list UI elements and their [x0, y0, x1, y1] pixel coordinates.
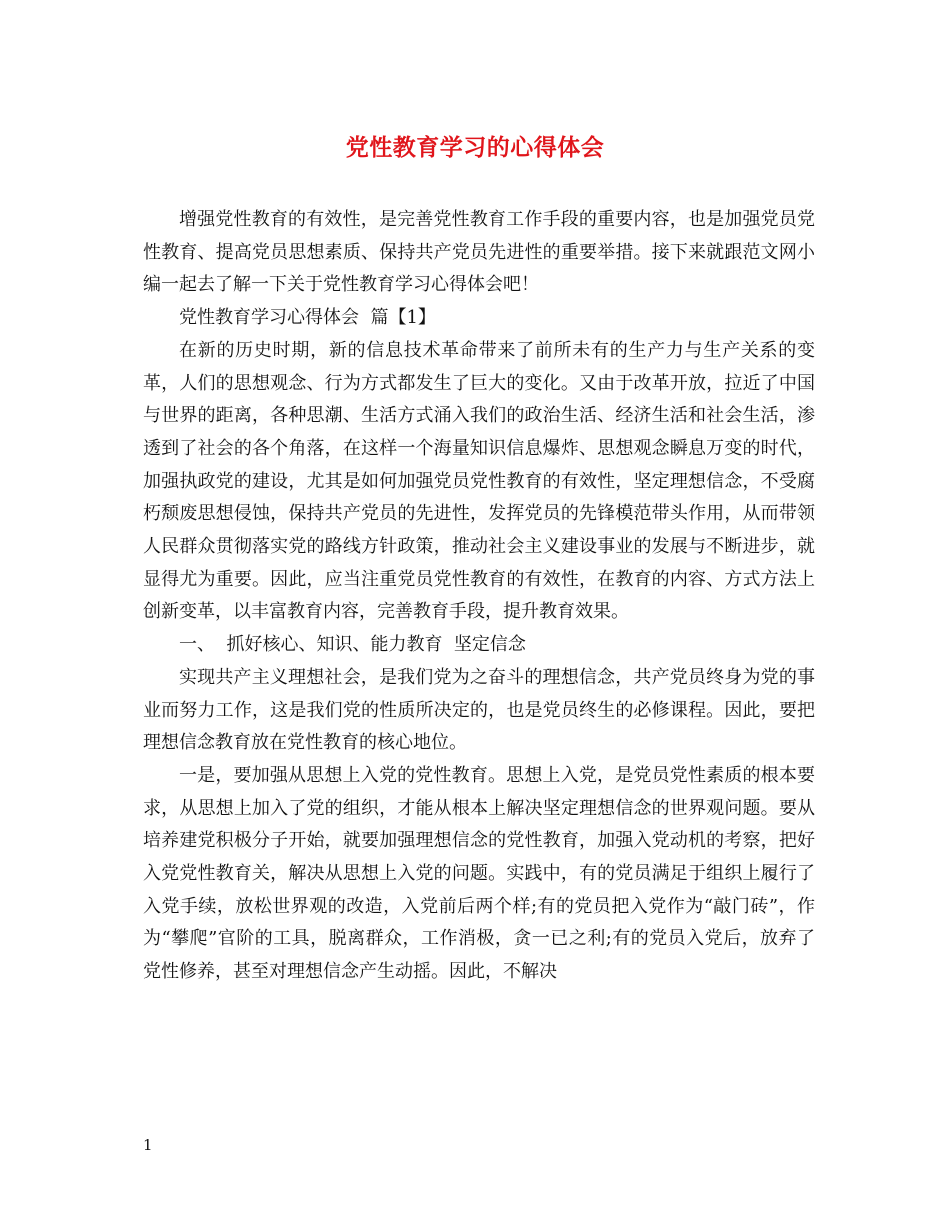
- document-title: 党性教育学习的心得体会: [345, 134, 605, 161]
- page-number: 1: [143, 1136, 153, 1154]
- subsection-heading-1: 一、 抓好核心、知识、能力教育 坚定信念: [179, 634, 526, 656]
- body-paragraph: 实现共产主义理想社会，是我们党为之奋斗的理想信念，共产党员终身为党的事业而努力工作，这是我们党的性质所决定的，也是党员终生的必修课程。因此，要把理想信念教育放在党性教育的核心地位。: [143, 666, 815, 754]
- body-paragraph: 在新的历史时期，新的信息技术革命带来了前所未有的生产力与生产关系的变革，人们的思想观念、行为方式都发生了巨大的变化。又由于改革开放，拉近了中国与世界的距离，各种思潮、生活方式涌入我们的政治生活、经济生活和社会生活，渗透到了社会的各个角落，在这样一个海量知识信息爆炸、思想观念瞬息万变的时代，加强执政党的建设，尤其是如何加强党员党性教育的有效性，坚定理想信念，不受腐朽颓废思想侵蚀，保持共产党员的先进性，发挥党员的先锋模范带头作用，从而带领人民群众贯彻落实党的路线方针政策，推动社会主义建设事业的发展与不断进步，就显得尤为重要。因此，应当注重党员党性教育的有效性，在教育的内容、方式方法上创新变革，以丰富教育内容，完善教育手段，提升教育效果。: [143, 339, 815, 623]
- document-body: [143, 204, 815, 989]
- intro-paragraph: 增强党性教育的有效性，是完善党性教育工作手段的重要内容，也是加强党员党性教育、提高党员思想素质、保持共产党员先进性的重要举措。接下来就跟范文网小编一起去了解一下关于党性教育学习心得体会吧！: [143, 209, 815, 296]
- body-paragraph: 一是，要加强从思想上入党的党性教育。思想上入党，是党员党性素质的根本要求，从思想上加入了党的组织，才能从根本上解决坚定理想信念的世界观问题。要从培养建党积极分子开始，就要加强理想信念的党性教育，加强入党动机的考察，把好入党党性教育关，解决从思想上入党的问题。实践中，有的党员满足于组织上履行了入党手续，放松世界观的改造，入党前后两个样;有的党员把入党作为“敲门砖”，作为“攀爬”官阶的工具，脱离群众，工作消极，贪一已之利;有的党员入党后，放弃了党性修养，甚至对理想信念产生动摇。因此，不解决: [143, 764, 815, 983]
- section-heading-part-1: 党性教育学习心得体会 篇【1】: [179, 307, 436, 329]
